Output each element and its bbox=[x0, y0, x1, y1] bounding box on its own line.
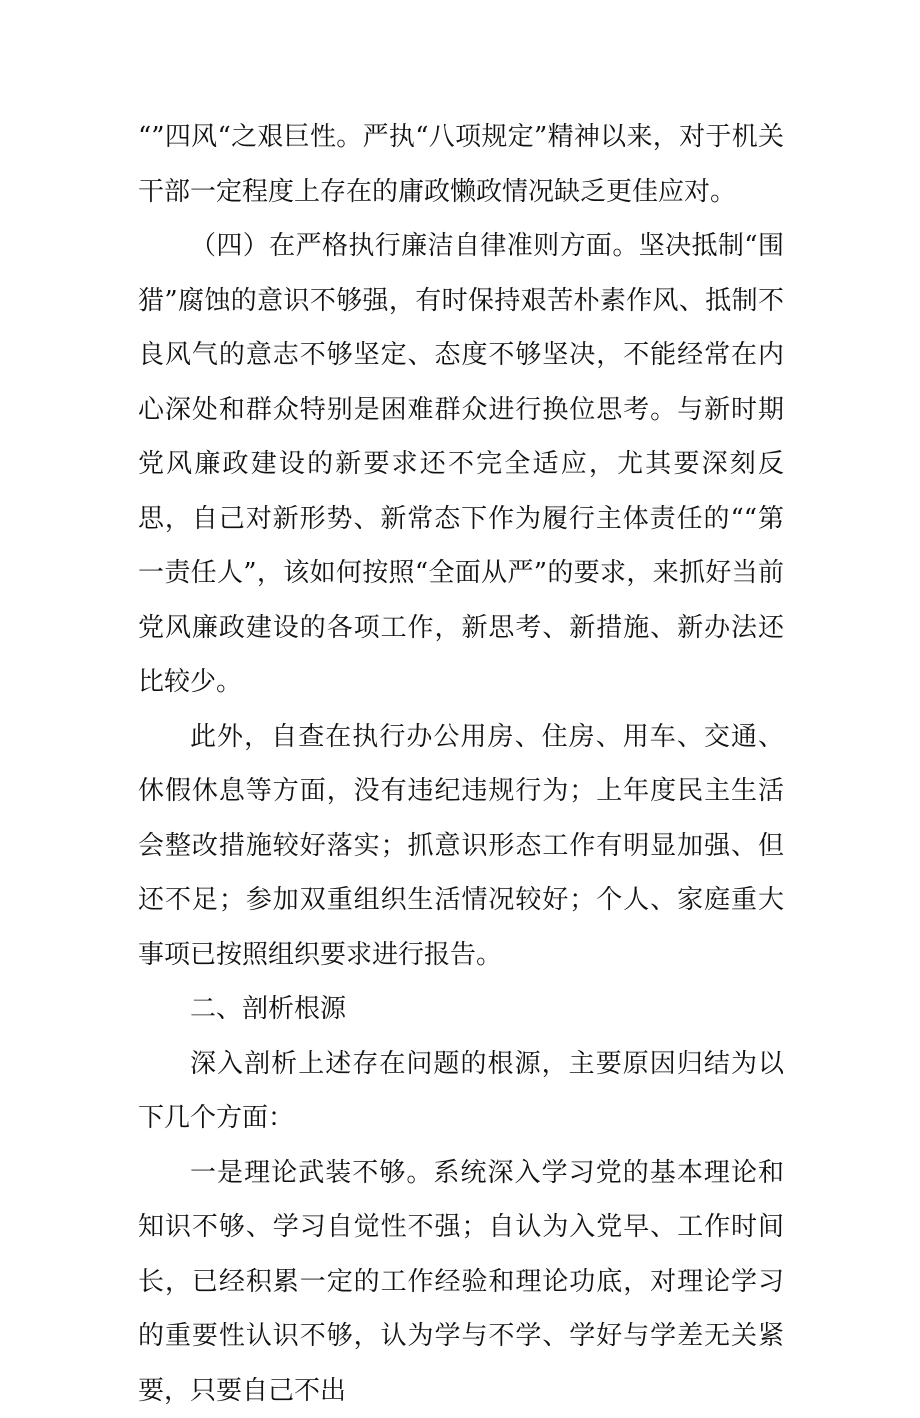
paragraph-integrity-discipline: （四）在严格执行廉洁自律准则方面。坚决抵制“围猎”腐蚀的意识不够强，有时保持艰苦朴素作风、抵制不良风气的意志不够坚定、态度不够坚决，不能经常在内心深处和群众特别是困难群众进行换位思考。与新时期党风廉政建设的新要求还不完全适应，尤其要深刻反思，自己对新形势、新常态下作为履行主体责任的““第一责任人”，该如何按照“全面从严”的要求，来抓好当前党风廉政建设的各项工作，新思考、新措施、新办法还比较少。 bbox=[138, 219, 784, 710]
paragraph-self-inspection: 此外，自查在执行办公用房、住房、用车、交通、休假休息等方面，没有违纪违规行为；上年度民主生活会整改措施较好落实；抓意识形态工作有明显加强、但还不足；参加双重组织生活情况较好；个人、家庭重大事项已按照组织要求进行报告。 bbox=[138, 710, 784, 983]
document-body bbox=[138, 110, 784, 1418]
section-heading-root-causes: 二、剖析根源 bbox=[138, 982, 784, 1037]
paragraph-theory-study: 一是理论武装不够。系统深入学习党的基本理论和知识不够、学习自觉性不强；自认为入党早、工作时间长，已经积累一定的工作经验和理论功底，对理论学习的重要性认识不够，认为学与不学、学好与学差无关紧要，只要自己不出 bbox=[138, 1146, 784, 1418]
paragraph-continuation: “”四风“之艰巨性。严执“八项规定”精神以来，对于机关干部一定程度上存在的庸政懒政情况缺乏更佳应对。 bbox=[138, 110, 784, 219]
paragraph-root-causes-intro: 深入剖析上述存在问题的根源，主要原因归结为以下几个方面： bbox=[138, 1037, 784, 1146]
